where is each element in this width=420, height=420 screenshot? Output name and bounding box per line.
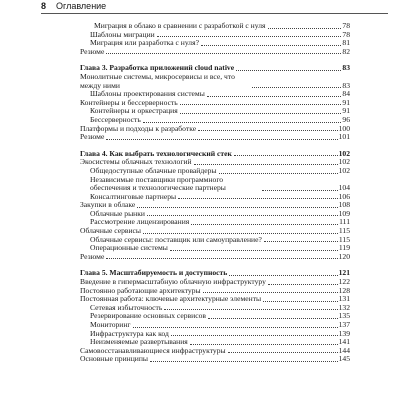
toc-entry xyxy=(80,295,350,304)
toc-page-number: 106 xyxy=(338,191,350,201)
dot-leader xyxy=(207,96,342,97)
toc-entry xyxy=(80,278,350,287)
toc-page-number: 91 xyxy=(342,106,350,116)
toc-page-number: 144 xyxy=(338,345,350,355)
toc-page-number: 96 xyxy=(342,114,350,124)
dot-leader xyxy=(147,215,338,216)
toc-entry xyxy=(80,99,350,108)
toc-entry xyxy=(80,330,350,339)
toc-page-number: 102 xyxy=(338,165,350,175)
dot-leader xyxy=(164,309,337,310)
toc-entry xyxy=(80,338,350,347)
toc-entry-title: Резюме xyxy=(80,47,105,56)
toc-entry xyxy=(80,22,350,31)
toc-entry-title: Экосистемы облачных технологий xyxy=(80,158,192,167)
toc-entry xyxy=(80,48,350,57)
dot-leader xyxy=(203,292,338,293)
toc-page-number: 81 xyxy=(342,38,350,48)
running-header xyxy=(41,0,388,14)
toc-entry-title: Глава 4. Как выбрать технологический стек xyxy=(80,149,232,158)
dot-leader xyxy=(191,224,338,225)
dot-leader xyxy=(150,361,338,362)
dot-leader xyxy=(106,139,337,140)
toc-entry xyxy=(80,107,350,116)
toc-entry-title: Основные принципы xyxy=(80,355,149,364)
toc-page-number: 100 xyxy=(338,123,350,133)
dot-leader xyxy=(137,207,337,208)
toc-chapter-entry xyxy=(80,269,350,278)
toc-entry-title: Контейнеры и бессерверность xyxy=(80,98,178,107)
dot-leader xyxy=(106,258,337,259)
toc-entry xyxy=(80,287,350,296)
toc-gap xyxy=(80,142,350,150)
toc-page-number: 83 xyxy=(342,80,350,90)
toc-page-number: 115 xyxy=(338,234,350,244)
toc-entry-title: Резюме xyxy=(80,252,105,261)
toc-page-number: 120 xyxy=(338,251,350,261)
toc-page-number: 111 xyxy=(339,217,350,227)
toc-entry-title: Общедоступные облачные провайдеры xyxy=(90,166,217,175)
toc-entry xyxy=(80,253,350,262)
toc-gap xyxy=(80,56,350,64)
toc-page-number: 109 xyxy=(338,208,350,218)
toc-entry xyxy=(80,347,350,356)
toc-entry xyxy=(80,90,350,99)
toc-entry-title: Постоянно работающие архитектуры xyxy=(80,286,201,295)
toc-entry-title: Операционные системы xyxy=(90,244,168,253)
toc-page-number: 121 xyxy=(338,268,350,278)
toc-page-number: 84 xyxy=(342,89,350,99)
toc-page-number: 139 xyxy=(338,328,350,338)
toc-entry xyxy=(80,355,350,364)
toc-entry xyxy=(80,158,350,167)
dot-leader xyxy=(262,190,338,191)
toc-page-number: 137 xyxy=(338,320,350,329)
toc-entry-title: Мониторинг xyxy=(90,321,131,329)
dot-leader xyxy=(178,198,337,199)
dot-leader xyxy=(252,87,341,88)
dot-leader xyxy=(180,104,342,105)
toc-entry-title: Шаблоны проектирования системы xyxy=(90,90,205,99)
toc-entry-title: Сетевая избыточность xyxy=(90,303,163,312)
dot-leader xyxy=(234,155,338,156)
toc-page-number: 101 xyxy=(338,132,350,142)
toc-page-number: 78 xyxy=(342,29,350,39)
toc-entry-title: Рассмотрение лицензирования xyxy=(90,218,190,227)
toc-entry-title: Бессерверность xyxy=(90,115,141,124)
toc-page-number: 131 xyxy=(338,294,350,304)
dot-leader xyxy=(219,173,338,174)
dot-leader xyxy=(208,318,338,319)
dot-leader xyxy=(201,45,341,46)
toc-entry-title: Независимые поставщики программного обеспечения и технологические партнеры xyxy=(90,176,261,193)
toc-page-number: 119 xyxy=(338,243,350,253)
toc-entry xyxy=(80,31,350,40)
toc-entry xyxy=(80,133,350,142)
toc-entry-title: Облачные сервисы: поставщик или самоуправление? xyxy=(90,235,262,244)
toc-chapter-entry xyxy=(80,64,350,73)
dot-leader xyxy=(194,164,338,165)
toc-page-number: 82 xyxy=(342,46,350,56)
toc-page-number: 83 xyxy=(342,63,350,73)
dot-leader xyxy=(229,275,337,276)
toc-chapter-entry xyxy=(80,150,350,159)
toc-entry-title: Облачные рынки xyxy=(90,209,145,218)
dot-leader xyxy=(264,241,338,242)
toc-entry-title: Глава 3. Разработка приложений cloud native xyxy=(80,64,235,73)
dot-leader xyxy=(268,28,342,29)
header-title: Оглавление xyxy=(56,1,107,11)
toc-entry-title: Закупки в облаке xyxy=(80,201,136,210)
table-of-contents xyxy=(80,22,350,364)
dot-leader xyxy=(268,284,338,285)
dot-leader xyxy=(157,36,342,37)
toc-entry-title: Инфраструктура как код xyxy=(90,329,169,338)
toc-page-number: 115 xyxy=(338,226,350,236)
header-page-number: 8 xyxy=(41,1,47,11)
toc-entry-title: Неизменяемые развертывания xyxy=(90,338,188,347)
toc-page-number: 122 xyxy=(338,277,350,287)
toc-page-number: 104 xyxy=(338,183,350,193)
toc-gap xyxy=(80,261,350,269)
toc-entry xyxy=(80,244,350,253)
toc-page-number: 132 xyxy=(338,302,350,312)
toc-page-number: 102 xyxy=(338,157,350,167)
toc-entry xyxy=(80,227,350,236)
toc-entry xyxy=(80,236,350,245)
dot-leader xyxy=(228,352,338,353)
toc-page-number: 91 xyxy=(342,97,350,107)
toc-page-number: 78 xyxy=(342,21,350,30)
dot-leader xyxy=(263,301,337,302)
toc-page-number: 145 xyxy=(338,354,350,364)
toc-entry xyxy=(80,304,350,313)
toc-entry xyxy=(80,210,350,219)
toc-page-number: 102 xyxy=(338,148,350,158)
toc-page-number: 141 xyxy=(338,337,350,347)
toc-entry-title: Введение в гипермасштабную облачную инфраструктуру xyxy=(80,278,266,287)
toc-entry-title: Контейнеры и оркестрация xyxy=(90,107,178,116)
toc-entry xyxy=(80,116,350,125)
toc-entry xyxy=(80,73,350,90)
dot-leader xyxy=(198,130,338,131)
dot-leader xyxy=(143,233,338,234)
dot-leader xyxy=(180,113,342,114)
toc-entry xyxy=(80,321,350,330)
toc-entry-title: Постоянная работа: ключевые архитектурные элементы xyxy=(80,295,262,304)
toc-entry xyxy=(80,39,350,48)
toc-entry-title: Резюме xyxy=(80,133,105,142)
dot-leader xyxy=(106,53,341,54)
toc-entry-title: Платформы и подходы к разработке xyxy=(80,124,197,133)
toc-entry xyxy=(80,193,350,202)
toc-entry-title: Глава 5. Масштабируемость и доступность xyxy=(80,269,228,278)
toc-entry xyxy=(80,218,350,227)
toc-entry-title: Консалтинговые партнеры xyxy=(90,192,177,201)
toc-entry-title: Облачные сервисы xyxy=(80,227,142,236)
dot-leader xyxy=(133,327,338,328)
toc-entry xyxy=(80,312,350,321)
dot-leader xyxy=(171,335,338,336)
toc-entry-title: Резервирование основных сервисов xyxy=(90,312,206,321)
toc-entry-title: Монолитные системы, микросервисы и все, что между ними xyxy=(80,73,251,90)
dot-leader xyxy=(190,344,338,345)
toc-entry-title: Шаблоны миграции xyxy=(90,30,155,39)
toc-entry-title: Самовосстанавливающиеся инфраструктуры xyxy=(80,346,226,355)
dot-leader xyxy=(143,122,342,123)
dot-leader xyxy=(170,250,338,251)
toc-entry xyxy=(80,201,350,210)
toc-page-number: 128 xyxy=(338,285,350,295)
toc-entry-title: Миграция или разработка с нуля? xyxy=(90,39,199,48)
dot-leader xyxy=(236,70,341,71)
toc-entry-title: Миграция в облако в сравнении с разработкой с нуля xyxy=(94,22,266,30)
toc-entry xyxy=(80,167,350,176)
toc-entry xyxy=(80,125,350,134)
toc-entry xyxy=(80,176,350,193)
toc-page-number: 108 xyxy=(338,200,350,210)
toc-page-number: 135 xyxy=(338,311,350,321)
